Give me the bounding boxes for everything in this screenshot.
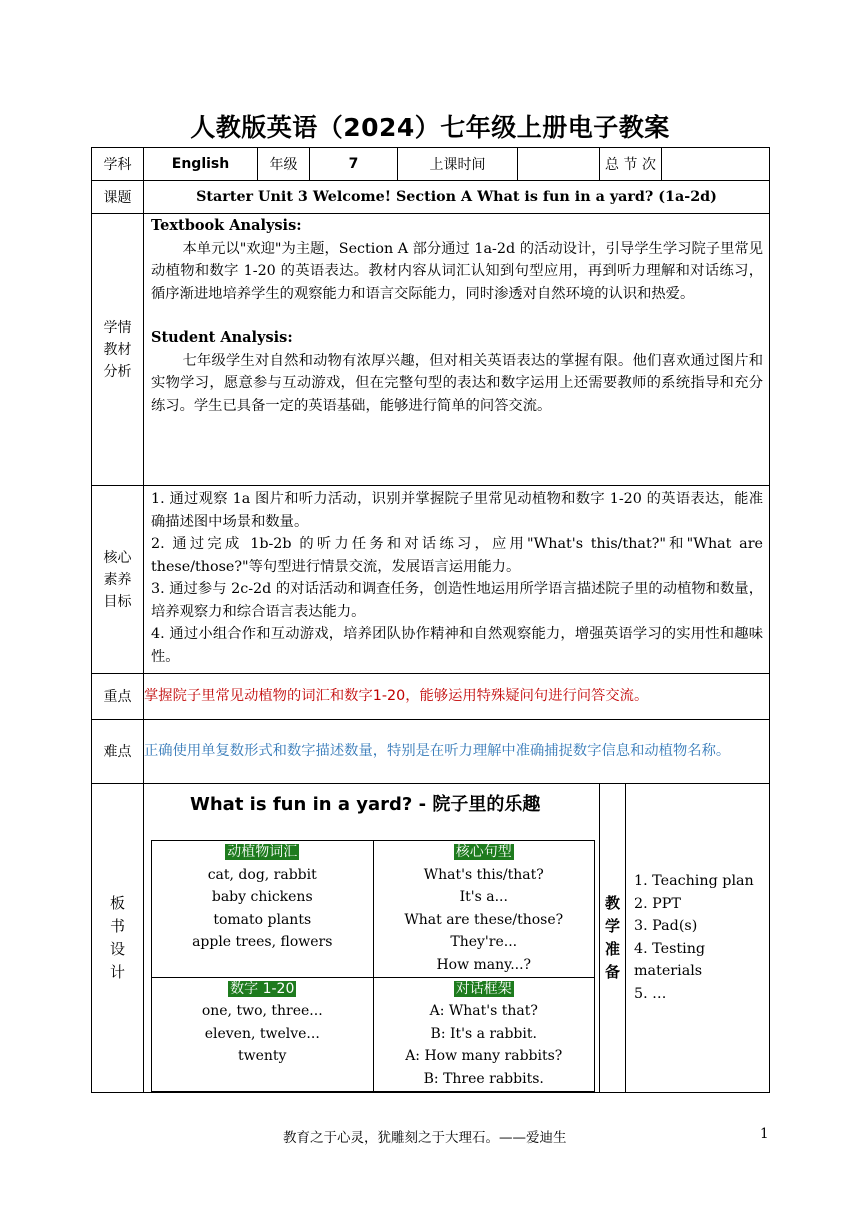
goals-label-line: 素养 [103,571,132,588]
topic-label: 课题 [92,181,144,214]
board-line: B: It's a rabbit. [430,1025,537,1042]
board-line: one, two, three... [201,1003,323,1020]
class-time-value [518,148,600,181]
topic-value: Starter Unit 3 Welcome! Section A What is fun in a yard? (1a-2d) [144,181,770,214]
subject-value: English [144,148,258,181]
board-box-vocabulary [152,841,374,978]
total-periods-label: 总 节 次 [600,148,662,181]
grade-value: 7 [310,148,398,181]
board-box-sentences [373,841,595,978]
board-label-char: 板 [109,893,125,912]
analysis-label-line: 分析 [103,363,132,380]
board-line: What are these/those? [404,911,564,928]
board-line: eleven, twelve... [204,1025,320,1042]
analysis-content [144,214,770,486]
board-line: apple trees, flowers [192,934,333,951]
analysis-label [92,214,144,486]
board-design-content [144,784,600,1093]
goal-item: 2. 通过完成 1b-2b 的听力任务和对话练习，应用"What's this/that?"和"What are these/those?"等句型进行情景交流，发展语言运用能力。 [151,536,764,575]
board-line: They're... [450,934,518,951]
goals-label-line: 核心 [103,549,132,566]
prep-item: 1. Teaching plan [634,873,754,890]
board-line: cat, dog, rabbit [207,866,317,883]
goals-label [92,486,144,674]
board-line: tomato plants [213,911,312,928]
goal-item: 3. 通过参与 2c-2d 的对话活动和调查任务，创造性地运用所学语言描述院子里的动植物和数量，培养观察力和综合语言表达能力。 [151,581,764,620]
student-analysis-text: 七年级学生对自然和动物有浓厚兴趣，但对相关英语表达的掌握有限。他们喜欢通过图片和实物学习，愿意参与互动游戏，但在完整句型的表达和数字运用上还需要教师的系统指导和充分练习。学生已具备一定的英语基础，能够进行简单的问答交流。 [151,352,764,414]
board-line: It's a... [459,889,508,906]
goals-content [144,486,770,674]
prep-item: 2. PPT [634,895,681,912]
prep-item: 4. Testing materials [634,940,706,980]
preparation-content [626,784,770,1093]
board-line: baby chickens [211,889,313,906]
prep-item: 3. Pad(s) [634,918,698,935]
board-box-numbers [152,977,374,1091]
page-title: 人教版英语（2024）七年级上册电子教案 [190,113,670,142]
board-line: B: Three rabbits. [423,1070,544,1087]
prep-label-char: 学 [604,916,620,935]
class-time-label: 上课时间 [398,148,518,181]
board-label-char: 设 [109,939,125,958]
page-number: 1 [760,1126,769,1142]
total-periods-value [662,148,770,181]
board-title: What is fun in a yard? - 院子里的乐趣 [190,794,541,815]
difficulties-text: 正确使用单复数形式和数字描述数量，特别是在听力理解中准确捕捉数字信息和动植物名称。 [144,720,770,784]
textbook-analysis-heading: Textbook Analysis: [151,217,302,234]
board-box-tag: 核心句型 [455,844,512,860]
board-line: What's this/that? [423,866,544,883]
subject-label: 学科 [92,148,144,181]
goals-label-line: 目标 [103,593,132,610]
board-design-label [92,784,144,1093]
board-box-tag: 对话框架 [455,980,512,997]
analysis-label-line: 教材 [103,341,132,358]
preparation-label [600,784,626,1093]
textbook-analysis-text: 本单元以"欢迎"为主题，Section A 部分通过 1a-2d 的活动设计，引导学生学习院子里常见动植物和数字 1-20 的英语表达。教材内容从词汇认知到句型应用，再到听力理解和对话练习，循序渐进地培养学生的观察能力和语言交际能力，同时渗透对自然环境的认识和热爱。 [151,240,764,302]
goal-item: 1. 通过观察 1a 图片和听力活动，识别并掌握院子里常见动植物和数字 1-20 的英语表达，能准确描述图中场景和数量。 [151,491,764,530]
board-box-tag: 数字 1-20 [230,980,295,997]
board-line: twenty [238,1048,287,1065]
board-line: A: What's that? [429,1003,538,1020]
board-line: A: How many rabbits? [405,1048,563,1065]
difficulties-label: 难点 [92,720,144,784]
board-grid [151,840,595,1092]
lesson-plan-table [91,147,770,1093]
student-analysis-heading: Student Analysis: [151,329,293,346]
prep-label-char: 教 [604,893,620,912]
key-points-text: 掌握院子里常见动植物的词汇和数字1-20，能够运用特殊疑问句进行问答交流。 [144,674,770,720]
grade-label: 年级 [258,148,310,181]
key-points-label: 重点 [92,674,144,720]
prep-item: 5. … [634,985,667,1002]
prep-label-char: 备 [604,962,620,981]
analysis-label-line: 学情 [103,319,132,336]
board-box-dialogue [373,977,595,1091]
board-label-char: 书 [109,916,125,935]
board-label-char: 计 [109,962,125,981]
goal-item: 4. 通过小组合作和互动游戏，培养团队协作精神和自然观察能力，增强英语学习的实用性和趣味性。 [151,626,764,665]
board-box-tag: 动植物词汇 [227,844,298,860]
prep-label-char: 准 [604,939,620,958]
footer-quote: 教育之于心灵，犹雕刻之于大理石。——爱迪生 [283,1130,567,1146]
board-line: How many...? [436,956,532,973]
